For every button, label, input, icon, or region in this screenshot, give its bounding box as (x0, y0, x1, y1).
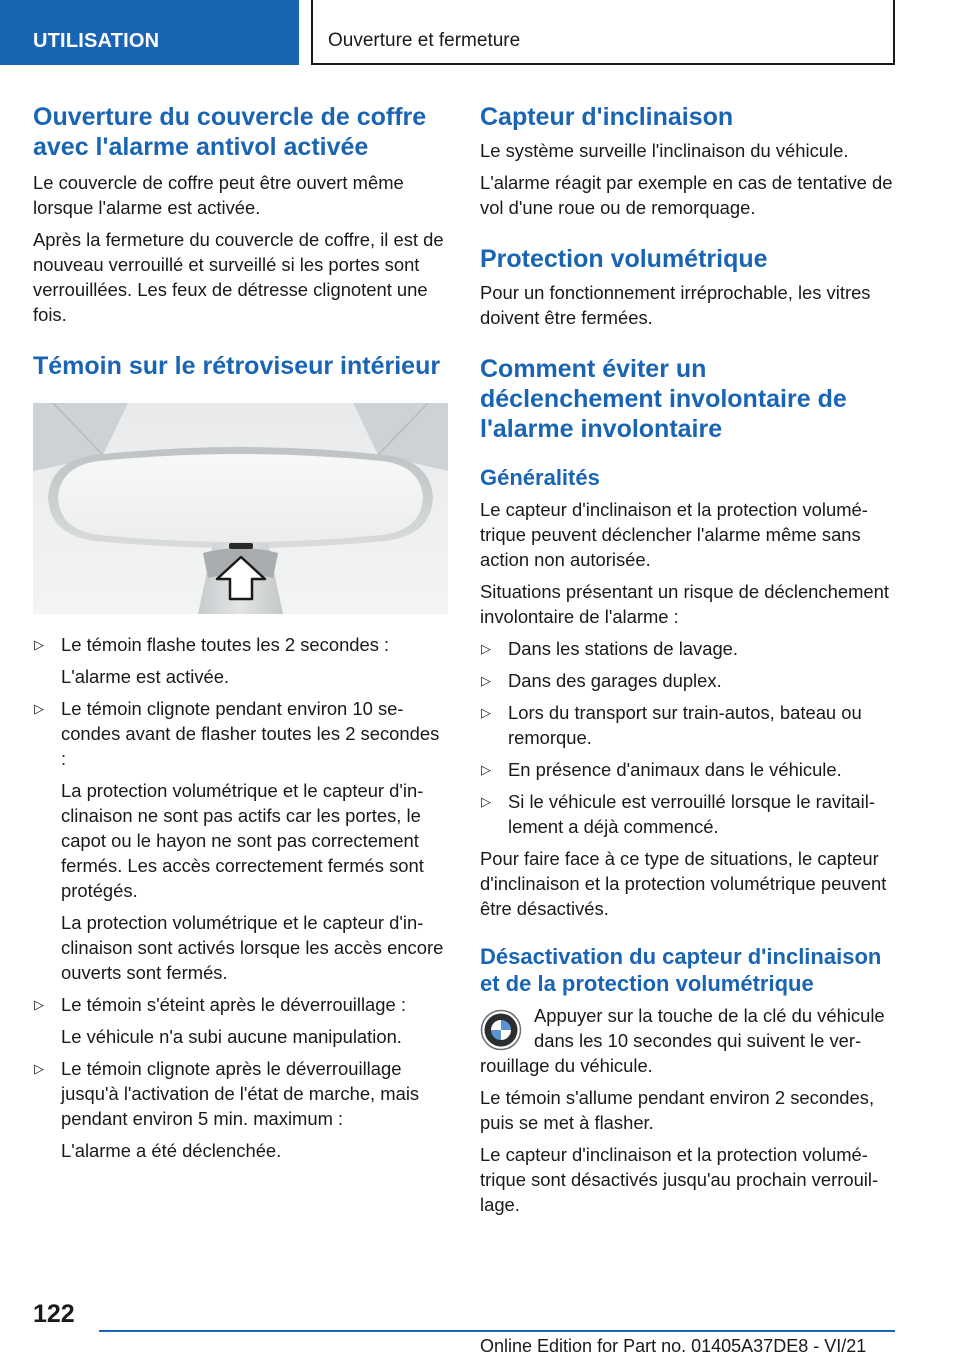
list-item: ▷ Si le véhicule est verrouillé lorsque le ravitaillement a déjà commencé. (481, 791, 875, 837)
list-item: ▷ Le témoin flashe toutes les 2 secondes : L'alarme est activée. (34, 634, 390, 687)
paragraph-tilt-1: Le système surveille l'inclinaison du véhicule. (480, 140, 849, 161)
heading-mirror-indicator: Témoin sur le rétroviseur intérieur (33, 352, 441, 380)
bullet-triangle-icon: ▷ (34, 997, 44, 1012)
heading-trunk-alarm: Ouverture du couvercle de coffre avec l'alarme antivol activée (33, 103, 427, 161)
mirror-illustration (33, 403, 448, 614)
heading-general: Généralités (480, 465, 600, 490)
list-item: ▷ Le témoin clignote après le déverrouillage jusqu'à l'activation de l'état de marche, mais pendant environ 5 min. maximum : L'alarme a été déclenchée. (34, 1058, 420, 1161)
page-number: 122 (33, 1300, 75, 1328)
paragraph-trunk-1: Le couvercle de coffre peut être ouvert même lorsque l'alarme est activée. (33, 172, 404, 218)
list-item: ▷ Le témoin clignote pendant environ 10 secondes avant de flasher toutes les 2 secondes : La protection volumétrique et le capteur d'inclinaison ne sont pas actifs car les portes, le capot ou le hayon ne sont pas correctement fermés. Les accès correctement fermés sont protégés. La protection volumétrique et le capteur d'inclinaison sont activés lorsque les accès encore ouverts sont fermés. (34, 698, 444, 983)
section-tab: UTILISATION (0, 0, 299, 65)
bullet-triangle-icon: ▷ (34, 637, 44, 652)
list-item: ▷ Dans des garages duplex. (481, 670, 722, 691)
paragraph-tilt-2: L'alarme réagit par exemple en cas de tentative de vol d'une roue ou de remorquage. (480, 172, 893, 218)
bullet-triangle-icon: ▷ (34, 1061, 44, 1076)
bullet-triangle-icon: ▷ (481, 641, 491, 656)
list-item: ▷ Lors du transport sur train-autos, bateau ou remorque. (481, 702, 862, 748)
list-item: ▷ Dans les stations de lavage. (481, 638, 739, 659)
paragraph-deactivation-3: Le capteur d'inclinaison et la protection volumétrique sont désactivés jusqu'au prochain verrouillage. (480, 1144, 879, 1215)
heading-deactivation: Désactivation du capteur d'inclinaison et de la protection volumétrique (480, 944, 882, 996)
bullet-triangle-icon: ▷ (481, 794, 491, 809)
paragraph-general-2: Situations présentant un risque de déclenchement involontaire de l'alarme : (480, 581, 889, 627)
heading-tilt-sensor: Capteur d'inclinaison (480, 103, 734, 131)
left-column (33, 102, 448, 1170)
list-item: ▷ Le témoin s'éteint après le déverrouillage : Le véhicule n'a subi aucune manipulation. (34, 994, 406, 1047)
paragraph-trunk-2: Après la fermeture du couvercle de coffre, il est de nouveau verrouillé et surveillé si les portes sont verrouillées. Les feux de détresse clignotent une fois. (33, 229, 444, 325)
bullet-triangle-icon: ▷ (481, 705, 491, 720)
footer-edition: Online Edition for Part no. 01405A37DE8 - VI/21 (480, 1336, 867, 1356)
key-instruction (480, 1003, 894, 1078)
bullet-triangle-icon: ▷ (481, 673, 491, 688)
indicator-bullet-list (33, 632, 448, 1163)
bmw-key-icon (480, 1009, 522, 1051)
paragraph-general-3: Pour faire face à ce type de situations, le capteur d'inclinaison et la protection volumétrique peuvent être désactivés. (480, 848, 887, 919)
risk-situations-list (480, 636, 894, 839)
bullet-triangle-icon: ▷ (481, 762, 491, 777)
bullet-triangle-icon: ▷ (34, 701, 44, 716)
heading-avoid-false-alarm: Comment éviter un déclenchement involontaire de l'alarme involontaire (480, 355, 847, 443)
paragraph-deactivation-1: Appuyer sur la touche de la clé du véhicule dans les 10 secondes qui suivent le verrouillage du véhicule. (480, 1005, 885, 1076)
chapter-title: Ouverture et fermeture (311, 0, 895, 65)
footer-divider (99, 1330, 895, 1332)
paragraph-volumetric: Pour un fonctionnement irréprochable, les vitres doivent être fermées. (480, 282, 871, 328)
list-item: ▷ En présence d'animaux dans le véhicule. (481, 759, 842, 780)
right-column (480, 102, 894, 1224)
paragraph-general-1: Le capteur d'inclinaison et la protection volumétrique peuvent déclencher l'alarme même sans action non autorisée. (480, 499, 868, 570)
paragraph-deactivation-2: Le témoin s'allume pendant environ 2 secondes, puis se met à flasher. (480, 1087, 875, 1133)
rear-view-mirror-image (33, 403, 448, 614)
heading-volumetric: Protection volumétrique (480, 245, 768, 273)
